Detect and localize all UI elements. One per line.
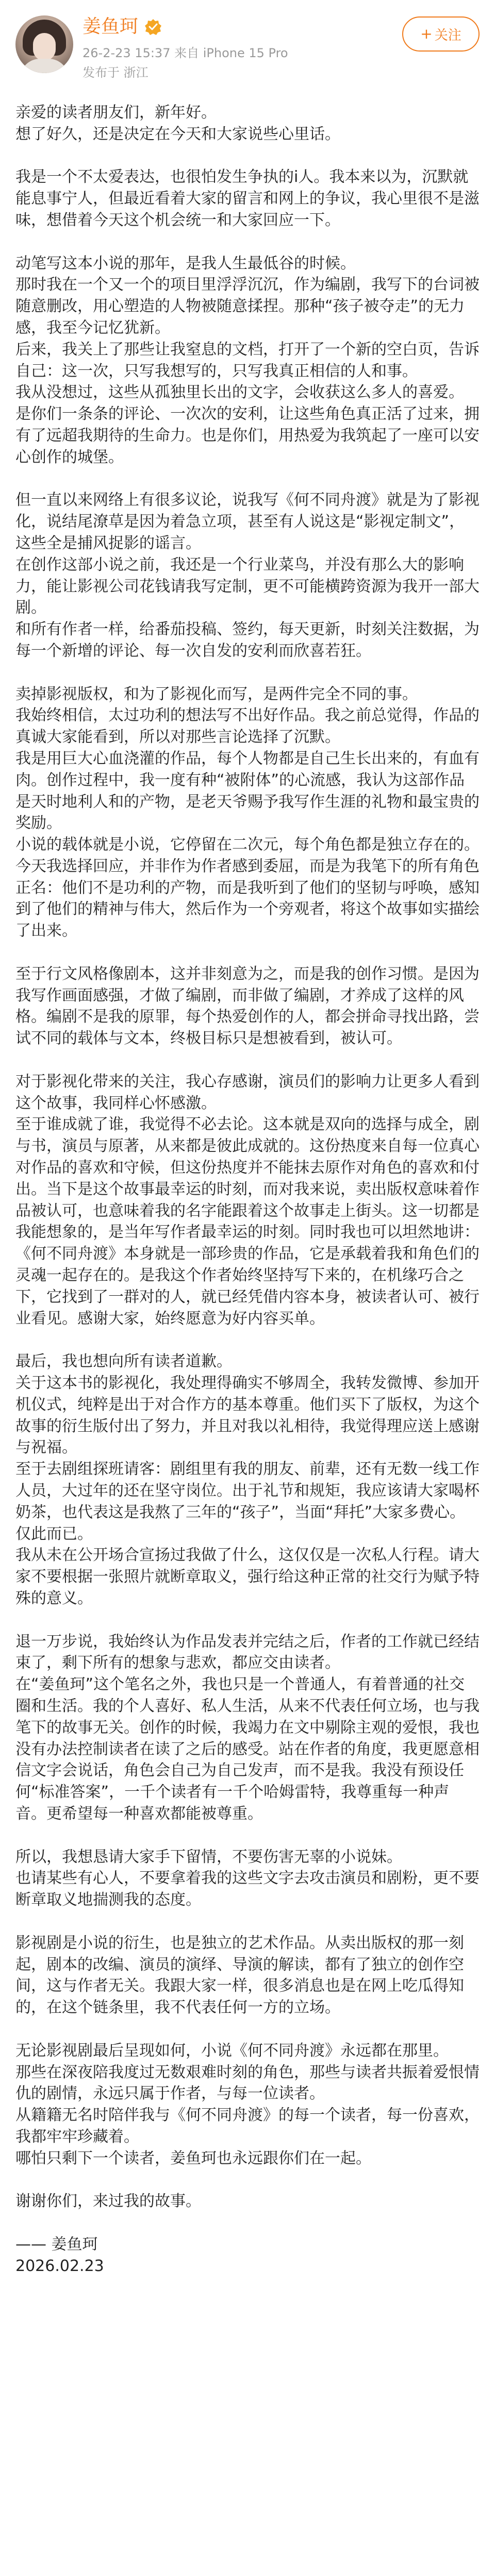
avatar[interactable] [15, 15, 73, 73]
post-location: 发布于 浙江 [82, 65, 148, 80]
paragraph-thanks: 谢谢你们，来过我的故事。 [15, 2192, 201, 2211]
author-name[interactable]: 姜鱼珂 [82, 16, 139, 37]
avatar-body [20, 59, 69, 73]
paragraph-author-role: 退一万步说，我始终认为作品发表并完结之后，作者的工作就已经结束了，剩下所有的想象与悲欢，都应交由读者。 在“姜鱼珂”这个笔名之外，我也只是一个普通人，有着普通的社交圈和生活。我的个人喜好、私人生活，从来不代表任何立场，也与我笔下的故事无关。创作的时候，我竭力在文中剔除主观的爱恨，我也没有办法控制读者在读了之后的感受。站在作者的角度，我更愿意相信文字会说话，角色会自己为自己发声，而不是我。我没有预设任何“标准答案”，一千个读者有一千个哈姆雷特，我尊重每一种声音。更希望每一种喜欢都能被尊重。 [15, 1632, 480, 1823]
paragraph-greeting: 亲爱的读者朋友们，新年好。 想了好久，还是决定在今天和大家说些心里话。 [15, 104, 340, 143]
paragraph-adaptation-attention: 对于影视化带来的关注，我心存感谢，演员们的影响力让更多人看到这个故事，我同样心怀感激。 至于谁成就了谁，我觉得不必去论。这本就是双向的选择与成全，剧与书，演员与原著，从来都是彼此成就的。这份热度来自每一位真心对作品的喜欢和守候，但这份热度并不能抹去原作对角色的喜欢和付出。当下是这个故事最幸运的时刻，而对我来说，卖出版权意味着作品被认可，也意味着我的名字能跟着这个故事走上街头。这一切都是我能想象的，是当年写作者最幸运的时刻。同时我也可以坦然地讲：《何不同舟渡》本身就是一部珍贵的作品，它是承载着我和角色们的灵魂一起存在的。是我这个作者始终坚持写下来的，在机缘巧合之下，它找到了一群对的人，就已经凭借内容本身，被读者认可、被行业看见。感谢大家，始终愿意为好内容买单。 [15, 1072, 480, 1328]
avatar-face [33, 33, 56, 61]
follow-button[interactable] [402, 16, 480, 52]
post-date: 2026.02.23 [15, 2257, 104, 2275]
follow-label: 关注 [434, 27, 461, 43]
plus-icon: + [420, 25, 433, 42]
paragraph-adaptation-independence: 影视剧是小说的衍生，也是独立的艺术作品。从卖出版权的那一刻起，剧本的改编、演员的演绎、导演的解读，都有了独立的创作空间，这与作者无关。我跟大家一样，很多消息也是在网上吃瓜得知的，在这个链条里，我不代表任何一方的立场。 [15, 1934, 464, 2017]
post-timestamp-device: 26-2-23 15:37 来自 iPhone 15 Pro [82, 46, 288, 60]
signature: —— 姜鱼珂 [15, 2235, 98, 2253]
paragraph-writing-style: 至于行文风格像剧本，这并非刻意为之，而是我的创作习惯。是因为我写作画面感强，才做了编剧，而非做了编剧，才养成了这样的风格。编剧不是我的原罪，每个热爱创作的人，都会拼命寻找出路，尝试不同的载体与文本，终极目标只是想被看到，被认可。 [15, 964, 480, 1048]
paragraph-novel-forever: 无论影视剧最后呈现如何，小说《何不同舟渡》永远都在那里。 那些在深夜陪我度过无数艰难时刻的角色，那些与读者共振着爱恨情仇的剧情，永远只属于作者，与每一位读者。 从籍籍无名时陪伴我与《何不同舟渡》的每一个读者，每一份喜欢，我都牢牢珍藏着。 哪怕只剩下一个读者，姜鱼珂也永远跟你们在一起。 [15, 2041, 480, 2167]
paragraph-rumors: 但一直以来网络上有很多议论，说我写《何不同舟渡》就是为了影视化，说结尾潦草是因为着急立项，甚至有人说这是“影视定制文”，这些全是捕风捉影的谣言。 在创作这部小说之前，我还是一个行业菜鸟，并没有那么大的影响力，能让影视公司花钱请我写定制，更不可能横跨资源为我开一部大剧。 和所有作者一样，给番茄投稿、签约，每天更新，时刻关注数据，为每一个新增的评论、每一次自发的安利而欣喜若狂。 [15, 491, 480, 660]
paragraph-copyright: 卖掉影视版权，和为了影视化而写，是两件完全不同的事。 我始终相信，太过功利的想法写不出好作品。我之前总觉得，作品的真诚大家能看到，所以对那些言论选择了沉默。 我是用巨大心血浇灌的作品，每个人物都是自己生长出来的，有血有肉。创作过程中，我一度有种“被附体”的心流感，我认为这部作品是天时地利人和的产物，是老天爷赐予我写作生涯的礼物和最宝贵的奖励。 小说的载体就是小说，它停留在二次元，每个角色都是独立存在的。今天我选择回应，并非作为作者感到委屈，而是为我笔下的所有角色正名：他们不是功利的产物，而是我听到了他们的坚韧与呼唤，感知到了他们的精神与伟大，然后作为一个旁观者，将这个故事如实描绘了出来。 [15, 685, 480, 940]
vip-badge-icon [143, 17, 163, 37]
author-row [82, 15, 163, 38]
post-body [15, 102, 480, 2277]
post-header [0, 0, 495, 92]
paragraph-plea: 所以，我想恳请大家手下留情，不要伤害无辜的小说妹。 也请某些有心人，不要拿着我的这些文字去攻击演员和剧粉，更不要断章取义地揣测我的态度。 [15, 1848, 480, 1909]
paragraph-intro: 我是一个不太爱表达，也很怕发生争执的i人。我本来以为，沉默就能息事宁人，但最近看着大家的留言和网上的争议，我心里很不是滋味，想借着今天这个机会统一和大家回应一下。 [15, 168, 480, 229]
paragraph-apology: 最后，我也想向所有读者道歉。 关于这本书的影视化，我处理得确实不够周全，我转发微博、参加开机仪式，纯粹是出于对合作方的基本尊重。他们买下了版权，为这个故事的衍生版付出了努力，并且对我以礼相待，我觉得理应送上感谢与祝福。 至于去剧组探班请客：剧组里有我的朋友、前辈，还有无数一线工作人员，大过年的还在坚守岗位。出于礼节和规矩，我应该请大家喝杯奶茶，也代表这是我熬了三年的“孩子”，当面“拜托”大家多费心。仅此而已。 我从未在公开场合宣扬过我做了什么，这仅仅是一次私人行程。请大家不要根据一张照片就断章取义，强行给这种正常的社交行为赋予特殊的意义。 [15, 1352, 480, 1607]
paragraph-origin-story: 动笔写这本小说的那年，是我人生最低谷的时候。 那时我在一个又一个的项目里浮浮沉沉，作为编剧，我写下的台词被随意删改，用心塑造的人物被随意揉捏。那种“孩子被夺走”的无力感，我至今记忆犹新。 后来，我关上了那些让我窒息的文档，打开了一个新的空白页，告诉自己：这一次，只写我想写的，只写我真正相信的人和事。 我从没想过，这些从孤独里长出的文字，会收获这么多人的喜爱。 是你们一条条的评论、一次次的安利，让这些角色真正活了过来，拥有了远超我期待的生命力。也是你们，用热爱为我筑起了一座可以安心创作的城堡。 [15, 254, 480, 466]
